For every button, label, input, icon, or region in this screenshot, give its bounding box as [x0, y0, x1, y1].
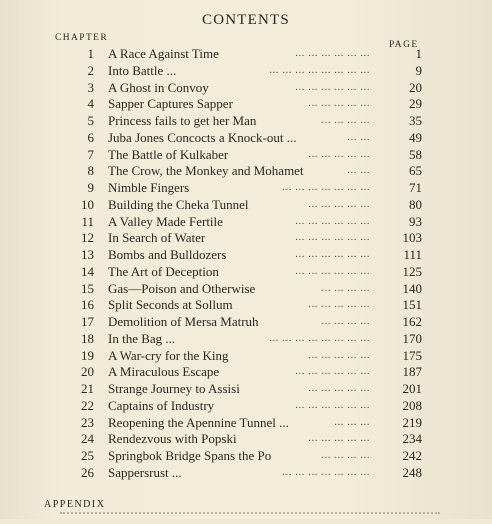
- chapter-number: 22: [81, 397, 94, 413]
- leader-dots: ... ... ... ... ...: [308, 348, 370, 361]
- chapter-number: 11: [81, 213, 94, 229]
- chapter-number: 25: [81, 448, 94, 463]
- chapter-title: A Miraculous Escape: [108, 364, 220, 380]
- leader-dots: ... ... ... ...: [321, 281, 370, 294]
- leader-dots: ... ... ... ... ... ...: [295, 231, 370, 244]
- chapter-number: 16: [81, 297, 94, 313]
- appendix-heading: APPENDIX: [44, 499, 106, 510]
- chapter-page-number: 201: [402, 381, 422, 396]
- page-column-header: PAGE: [389, 40, 419, 50]
- leader-dots: ... ... ...: [334, 415, 370, 428]
- chapter-title: In Search of Water: [108, 230, 206, 246]
- chapter-title: Captains of Industry: [108, 397, 215, 413]
- leader-dots: ... ... ... ... ... ...: [295, 264, 370, 277]
- leader-dots: ... ... ... ... ...: [308, 432, 370, 445]
- contents-row: [0, 230, 492, 247]
- chapter-page-number: 111: [403, 247, 422, 262]
- chapter-title: Reopening the Apennine Tunnel ...: [108, 414, 289, 430]
- chapter-page-number: 242: [402, 448, 422, 463]
- chapter-title: Split Seconds at Sollum: [108, 297, 233, 313]
- chapter-page-number: 234: [402, 431, 422, 447]
- contents-row: [0, 314, 492, 331]
- leader-dots: ... ... ... ...: [321, 315, 370, 327]
- chapter-title: Gas—Poison and Otherwise: [108, 280, 256, 296]
- chapter-title: A War-cry for the King: [108, 347, 229, 363]
- leader-dots: ... ... ... ... ... ...: [295, 214, 370, 227]
- contents-row: [0, 297, 492, 314]
- chapter-number: 20: [81, 364, 94, 380]
- contents-row: [0, 381, 492, 398]
- leader-dots: ... ... ... ... ...: [308, 147, 370, 160]
- chapter-title: Strange Journey to Assisi: [108, 381, 240, 396]
- chapter-page-number: 151: [402, 297, 422, 313]
- chapter-title: The Battle of Kulkaber: [108, 146, 229, 162]
- contents-row: [0, 247, 492, 264]
- contents-row: [0, 331, 492, 348]
- chapter-number: 5: [87, 113, 94, 128]
- contents-row: [0, 63, 492, 80]
- leader-dots: ... ... ... ... ...: [308, 97, 370, 110]
- chapter-number: 8: [87, 163, 94, 179]
- contents-row: [0, 431, 492, 448]
- chapter-title: Demolition of Mersa Matruh: [108, 314, 259, 329]
- chapter-page-number: 208: [402, 397, 422, 413]
- chapter-title: Sappersrust ...: [108, 464, 182, 480]
- chapter-title: Building the Cheka Tunnel: [108, 196, 249, 212]
- chapter-page-number: 103: [402, 230, 422, 246]
- chapter-number: 6: [87, 129, 94, 145]
- chapter-page-number: 58: [409, 146, 422, 162]
- contents-row: [0, 415, 492, 432]
- contents-row: [0, 264, 492, 281]
- leader-dots: ... ... ... ... ...: [308, 382, 370, 394]
- contents-row: [0, 214, 492, 231]
- leader-dots: ... ...: [347, 164, 370, 177]
- chapter-page-number: 175: [402, 347, 422, 363]
- chapter-page-number: 187: [402, 364, 422, 380]
- chapter-title: Sapper Captures Sapper: [108, 96, 233, 112]
- chapter-title: A Ghost in Convoy: [108, 79, 209, 95]
- chapter-page-number: 49: [409, 129, 422, 145]
- chapter-page-number: 71: [409, 180, 422, 195]
- page-title: CONTENTS: [202, 12, 290, 28]
- leader-dots: ... ... ... ... ... ...: [295, 248, 370, 260]
- chapter-number: 2: [87, 62, 94, 78]
- cut-off-text-line: [60, 512, 440, 524]
- contents-row: [0, 147, 492, 164]
- chapter-page-number: 248: [402, 464, 422, 480]
- contents-list: [0, 46, 492, 482]
- chapter-number: 15: [81, 280, 94, 296]
- chapter-page-number: 80: [409, 196, 422, 212]
- chapter-title: The Art of Deception: [108, 263, 219, 279]
- chapter-page-number: 1: [415, 46, 422, 61]
- chapter-number: 26: [81, 464, 94, 480]
- contents-row: [0, 180, 492, 197]
- leader-dots: ... ... ... ... ... ... ...: [282, 465, 370, 478]
- contents-row: [0, 448, 492, 465]
- chapter-page-number: 9: [415, 62, 422, 78]
- chapter-number: 24: [81, 431, 94, 447]
- contents-row: [0, 80, 492, 97]
- chapter-page-number: 170: [402, 330, 422, 346]
- chapter-page-number: 20: [409, 79, 422, 95]
- leader-dots: ... ... ... ... ...: [308, 298, 370, 311]
- chapter-number: 18: [81, 330, 94, 346]
- chapter-page-number: 65: [409, 163, 422, 179]
- chapter-number: 9: [87, 180, 94, 195]
- chapter-page-number: 29: [409, 96, 422, 112]
- chapter-title: Rendezvous with Popski: [108, 431, 237, 447]
- chapter-page-number: 125: [402, 263, 422, 279]
- leader-dots: ... ... ... ... ... ...: [295, 47, 370, 59]
- chapter-number: 21: [81, 381, 94, 396]
- leader-dots: ... ... ... ...: [321, 114, 370, 126]
- chapter-title: Springbok Bridge Spans the Po: [108, 448, 272, 463]
- contents-row: [0, 96, 492, 113]
- contents-row: [0, 197, 492, 214]
- contents-row: [0, 465, 492, 482]
- contents-row: [0, 113, 492, 130]
- leader-dots: ... ... ... ... ... ... ... ...: [269, 63, 370, 76]
- chapter-number: 23: [81, 414, 94, 430]
- chapter-number: 7: [87, 146, 94, 162]
- chapter-number: 4: [87, 96, 94, 112]
- chapter-page-number: 162: [402, 314, 422, 329]
- chapter-page-number: 35: [409, 113, 422, 128]
- chapter-title: Nimble Fingers: [108, 180, 190, 195]
- chapter-number: 12: [81, 230, 94, 246]
- chapter-title: In the Bag ...: [108, 330, 176, 346]
- chapter-title: Into Battle ...: [108, 62, 177, 78]
- chapter-number: 1: [87, 46, 94, 61]
- chapter-title: The Crow, the Monkey and Mohamet: [108, 163, 304, 179]
- leader-dots: ... ... ... ... ...: [308, 197, 370, 210]
- chapter-number: 3: [87, 79, 94, 95]
- leader-dots: ... ... ... ... ... ... ... ...: [269, 331, 370, 344]
- contents-row: [0, 46, 492, 63]
- contents-row: [0, 364, 492, 381]
- chapter-number: 17: [81, 314, 94, 329]
- chapter-page-number: 219: [402, 414, 422, 430]
- chapter-column-header: CHAPTER: [55, 33, 109, 43]
- chapter-number: 10: [81, 196, 94, 212]
- leader-dots: ... ... ... ...: [321, 449, 370, 461]
- leader-dots: ... ... ... ... ... ...: [295, 365, 370, 378]
- leader-dots: ... ... ... ... ... ...: [295, 398, 370, 411]
- chapter-page-number: 93: [409, 213, 422, 229]
- chapter-title: A Race Against Time: [108, 46, 219, 61]
- chapter-title: Bombs and Bulldozers: [108, 247, 227, 262]
- contents-row: [0, 281, 492, 298]
- contents-row: [0, 130, 492, 147]
- leader-dots: ... ... ... ... ... ... ...: [282, 181, 370, 193]
- contents-row: [0, 163, 492, 180]
- contents-row: [0, 398, 492, 415]
- chapter-number: 19: [81, 347, 94, 363]
- chapter-title: Princess fails to get her Man: [108, 113, 257, 128]
- chapter-title: Juba Jones Concocts a Knock-out ...: [108, 129, 297, 145]
- leader-dots: ... ... ... ... ... ...: [295, 80, 370, 93]
- chapter-title: A Valley Made Fertile: [108, 213, 223, 229]
- chapter-number: 14: [81, 263, 94, 279]
- leader-dots: ... ...: [347, 130, 370, 143]
- chapter-number: 13: [81, 247, 94, 262]
- chapter-page-number: 140: [402, 280, 422, 296]
- contents-row: [0, 348, 492, 365]
